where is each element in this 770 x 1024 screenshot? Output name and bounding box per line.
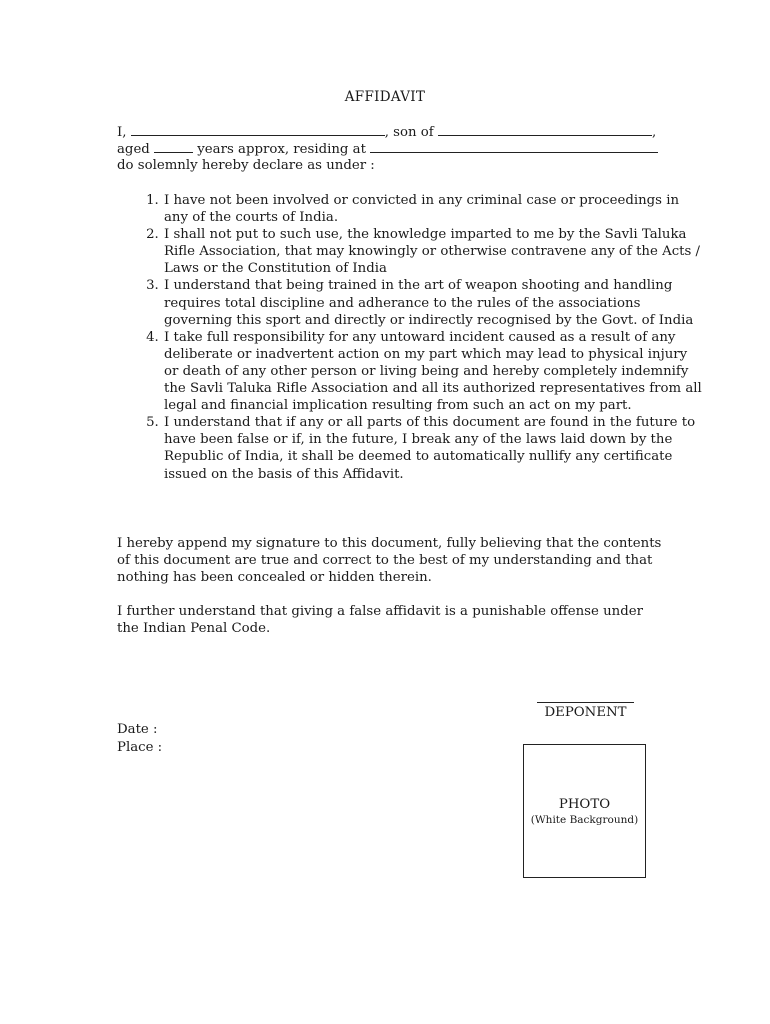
intro-line-2	[117, 141, 658, 157]
document-title: AFFIDAVIT	[344, 89, 426, 105]
intro-declare: do solemnly hereby declare as under :	[117, 158, 375, 173]
intro-aged: aged	[117, 142, 150, 157]
list-item: 4. I take full responsibility for any untoward incident caused as a result of any deliberate or inadvertent action on my part which may lead to physical injury or death of any other person or living being and hereby completely indemnify the Savli Taluka Rifle Association and all its authorized representatives from all legal and financial implication resulting from such an act on my part.	[163, 329, 703, 414]
intro-years-approx: years approx, residing at	[197, 142, 366, 157]
list-item: 3. I understand that being trained in the art of weapon shooting and handling requires total discipline and adherance to the rules of the associations governing this sport and directly or indirectly recognised by the Govt. of India	[163, 277, 703, 328]
list-item: 1. I have not been involved or convicted in any criminal case or proceedings in any of the courts of India.	[163, 192, 703, 226]
father-name-blank[interactable]	[438, 124, 652, 136]
signature-paragraph: I hereby append my signature to this document, fully believing that the contents of this document are true and correct to the best of my understanding and that nothing has been concealed or hidden therein.	[117, 536, 662, 586]
photo-background-note: (White Background)	[530, 814, 639, 826]
intro-line-1	[117, 124, 656, 140]
deponent-label: DEPONENT	[544, 705, 627, 720]
place-label: Place :	[117, 740, 163, 755]
intro-son-of: , son of	[384, 125, 434, 140]
age-blank[interactable]	[154, 141, 193, 153]
intro-comma: ,	[651, 125, 657, 140]
list-item: 5. I understand that if any or all parts of this document are found in the future to have been false or if, in the future, I break any of the laws laid down by the Republic of India, it shall be deemed to automatically nullify any certificate issued on the basis of this Affidavit.	[163, 414, 703, 482]
signature-line[interactable]	[537, 702, 634, 703]
intro-i-prefix: I,	[117, 125, 127, 140]
declaration-list	[117, 192, 703, 483]
address-blank[interactable]	[370, 141, 658, 153]
name-blank[interactable]	[131, 124, 385, 136]
photo-label: PHOTO	[558, 797, 611, 812]
date-label: Date :	[117, 722, 158, 737]
list-item: 2. I shall not put to such use, the knowledge imparted to me by the Savli Taluka Rifle Association, that may knowingly or otherwise contravene any of the Acts / Laws or the Constitution of India	[163, 226, 703, 277]
false-affidavit-paragraph: I further understand that giving a false affidavit is a punishable offense under the Indian Penal Code.	[117, 604, 643, 637]
